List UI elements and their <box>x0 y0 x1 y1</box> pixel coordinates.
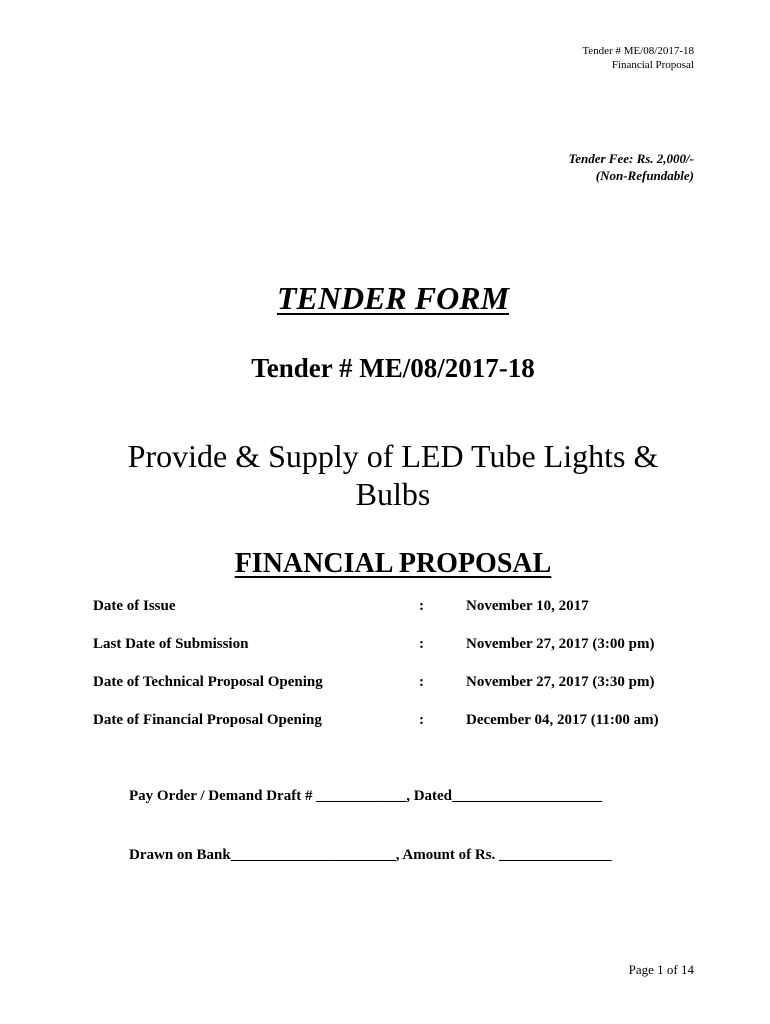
page-number: Page 1 of 14 <box>628 962 694 977</box>
section-title: FINANCIAL PROPOSAL <box>234 548 552 579</box>
document-title: TENDER FORM <box>276 280 510 316</box>
date-value: December 04, 2017 (11:00 am) <box>466 712 659 728</box>
date-label: Date of Technical Proposal Opening <box>93 674 323 690</box>
pay-order-line: Pay Order / Demand Draft # ____________, Dated____________________ <box>129 788 603 804</box>
date-row-submission <box>93 636 713 674</box>
tender-fee-block <box>568 150 694 184</box>
date-value: November 10, 2017 <box>466 598 589 614</box>
date-row-issue <box>93 598 713 636</box>
running-header <box>582 44 694 72</box>
header-tender-ref: Tender # ME/08/2017-18 <box>582 45 694 57</box>
key-dates-table <box>93 598 713 750</box>
date-label: Date of Financial Proposal Opening <box>93 712 322 728</box>
tender-number: Tender # ME/08/2017-18 <box>251 353 535 383</box>
date-value: November 27, 2017 (3:00 pm) <box>466 636 655 652</box>
date-value: November 27, 2017 (3:30 pm) <box>466 674 655 690</box>
date-separator: : <box>419 636 424 652</box>
date-separator: : <box>419 674 424 690</box>
date-separator: : <box>419 712 424 728</box>
date-separator: : <box>419 598 424 614</box>
date-label: Last Date of Submission <box>93 636 249 652</box>
header-section: Financial Proposal <box>611 59 694 71</box>
tender-fee: Tender Fee: Rs. 2,000/- <box>568 151 694 166</box>
tender-subject: Provide & Supply of LED Tube Lights & Bulbs <box>127 438 659 512</box>
date-row-technical-opening <box>93 674 713 712</box>
date-row-financial-opening <box>93 712 713 750</box>
bank-amount-line: Drawn on Bank______________________, Amount of Rs. _______________ <box>129 847 612 863</box>
date-label: Date of Issue <box>93 598 176 614</box>
fee-note: (Non-Refundable) <box>595 168 694 183</box>
